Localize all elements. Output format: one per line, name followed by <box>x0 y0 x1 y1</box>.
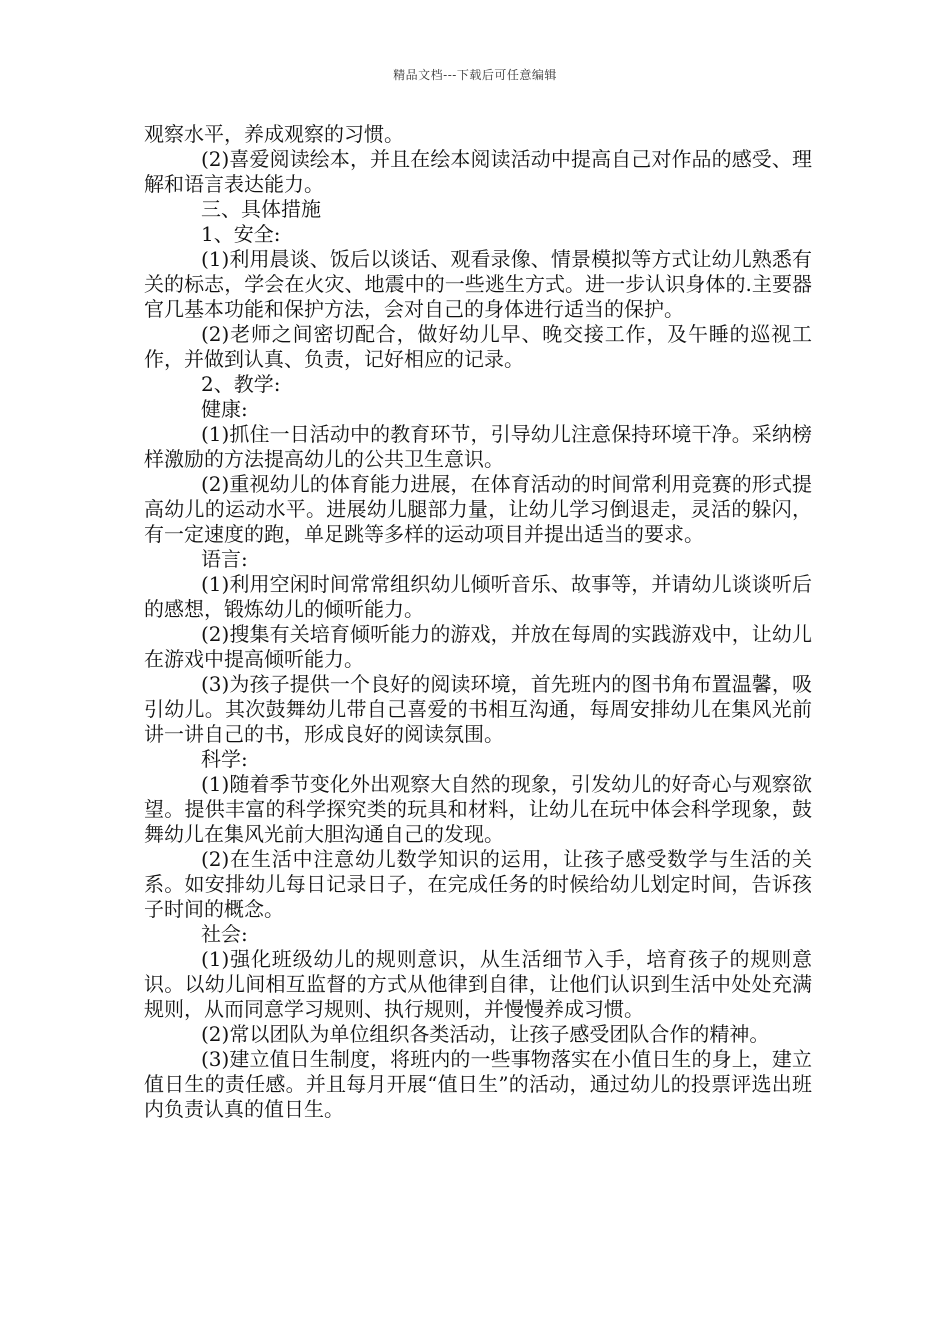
paragraph: (3)建立值日生制度，将班内的一些事物落实在小值日生的身上，建立值日生的责任感。并且每月开展“值日生”的活动，通过幼儿的投票评选出班内负责认真的值日生。 <box>144 1047 812 1121</box>
category-heading: 社会: <box>201 922 248 946</box>
paragraph: (1)利用晨谈、饭后以谈话、观看录像、情景模拟等方式让幼儿熟悉有关的标志，学会在火灾、地震中的一些逃生方式。进一步认识身体的.主要器官几基本功能和保护方法，会对自己的身体进行适当的保护。 <box>144 247 812 321</box>
paragraph: (2)重视幼儿的体育能力进展，在体育活动的时间常利用竞赛的形式提高幼儿的运动水平。进展幼儿腿部力量，让幼儿学习倒退走，灵活的躲闪，有一定速度的跑，单足跳等多样的运动项目并提出适当的要求。 <box>144 472 812 546</box>
subsection-heading: 1、安全: <box>201 222 281 246</box>
document-body <box>144 122 812 1122</box>
paragraph: (1)利用空闲时间常常组织幼儿倾听音乐、故事等，并请幼儿谈谈听后的感想，锻炼幼儿的倾听能力。 <box>144 572 812 621</box>
category-heading: 语言: <box>201 547 248 571</box>
paragraph: (2)在生活中注意幼儿数学知识的运用，让孩子感受数学与生活的关系。如安排幼儿每日记录日子，在完成任务的时候给幼儿划定时间，告诉孩子时间的概念。 <box>144 847 812 921</box>
paragraph: (1)随着季节变化外出观察大自然的现象，引发幼儿的好奇心与观察欲望。提供丰富的科学探究类的玩具和材料，让幼儿在玩中体会科学现象，鼓舞幼儿在集风光前大胆沟通自己的发现。 <box>144 772 812 846</box>
section-heading: 三、具体措施 <box>201 197 321 221</box>
paragraph: (1)强化班级幼儿的规则意识，从生活细节入手，培育孩子的规则意识。以幼儿间相互监督的方式从他律到自律，让他们认识到生活中处处充满规则，从而同意学习规则、执行规则，并慢慢养成习惯。 <box>144 947 812 1021</box>
category-heading: 健康: <box>201 397 248 421</box>
paragraph: (2)老师之间密切配合，做好幼儿早、晚交接工作，及午睡的巡视工作，并做到认真、负责，记好相应的记录。 <box>144 322 812 371</box>
category-heading: 科学: <box>201 747 248 771</box>
page-header: 精品文档---下载后可任意编辑 <box>393 68 557 82</box>
paragraph: (2)常以团队为单位组织各类活动，让孩子感受团队合作的精神。 <box>201 1022 770 1046</box>
paragraph: (1)抓住一日活动中的教育环节，引导幼儿注意保持环境干净。采纳榜样激励的方法提高幼儿的公共卫生意识。 <box>144 422 812 471</box>
paragraph: (2)喜爱阅读绘本，并且在绘本阅读活动中提高自己对作品的感受、理解和语言表达能力。 <box>144 147 812 196</box>
paragraph: (2)搜集有关培育倾听能力的游戏，并放在每周的实践游戏中，让幼儿在游戏中提高倾听能力。 <box>144 622 812 671</box>
paragraph: 观察水平，养成观察的习惯。 <box>144 122 404 146</box>
subsection-heading: 2、教学: <box>201 372 281 396</box>
paragraph: (3)为孩子提供一个良好的阅读环境，首先班内的图书角布置温馨，吸引幼儿。其次鼓舞幼儿带自己喜爱的书相互沟通，每周安排幼儿在集风光前讲一讲自己的书，形成良好的阅读氛围。 <box>144 672 812 746</box>
